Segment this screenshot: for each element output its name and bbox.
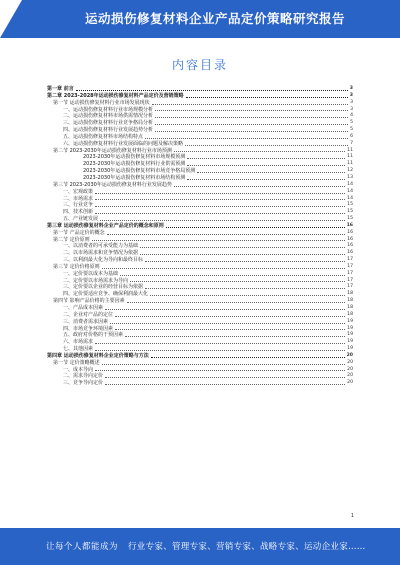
- toc-entry-page: 5: [350, 127, 353, 133]
- toc-entry-page: 18: [347, 311, 353, 317]
- toc-entry-page: 19: [347, 339, 353, 345]
- report-title: 运动损伤修复材料企业产品定价策略研究报告: [84, 11, 345, 26]
- toc-entry-page: 18: [347, 305, 353, 310]
- toc-entry-page: 5: [350, 120, 353, 126]
- table-of-contents: [47, 86, 353, 387]
- toc-entry-page: 19: [347, 318, 353, 324]
- toc-entry-title: 五、运动损伤修复材料市场结构特点: [63, 133, 144, 140]
- toc-entry[interactable]: [47, 230, 353, 237]
- toc-leader-dots: [145, 288, 345, 289]
- toc-leader-dots: [105, 384, 345, 385]
- toc-entry-title: 三、定价要以企业的经营目标为依据: [63, 284, 144, 291]
- toc-entry[interactable]: [47, 257, 353, 264]
- toc-entry-page: 12: [347, 168, 353, 174]
- toc-entry-page: 17: [347, 257, 353, 263]
- toc-leader-dots: [187, 165, 345, 166]
- toc-entry[interactable]: [47, 305, 353, 312]
- toc-leader-dots: [155, 110, 348, 111]
- toc-leader-dots: [110, 323, 345, 324]
- toc-entry-title: 二、以市场需求和竞争情况为依据: [63, 250, 139, 257]
- toc-entry[interactable]: [47, 100, 353, 107]
- toc-entry-page: 17: [347, 263, 353, 269]
- toc-entry-page: 15: [347, 202, 353, 208]
- toc-entry-page: 11: [347, 154, 353, 160]
- toc-entry-title: 三、竞争导向定价: [63, 380, 104, 387]
- toc-entry-title: 2023-2030年运动损伤修复材料市场竞争格局预测: [83, 168, 196, 175]
- toc-leader-dots: [95, 213, 345, 214]
- toc-leader-dots: [95, 350, 345, 351]
- toc-leader-dots: [166, 227, 345, 228]
- toc-entry-page: 3: [349, 92, 353, 98]
- toc-entry-title: 四、运动损伤修复材料行业发展趋势分析: [63, 127, 154, 134]
- toc-entry-page: 20: [347, 359, 353, 365]
- footer-slogan: 行业专家、管理专家、营销专家、战略专家、运动企业家……: [128, 542, 366, 552]
- toc-leader-dots: [145, 138, 348, 139]
- toc-entry-title: 第四节 影响产品价格的主要因素: [53, 298, 125, 305]
- toc-entry-page: 20: [347, 373, 353, 379]
- toc-entry-page: 20: [347, 366, 353, 372]
- footer-banner: [0, 528, 400, 565]
- toc-entry-title: 五、政府对价格的干预因素: [63, 332, 124, 339]
- toc-entry[interactable]: [47, 189, 353, 196]
- toc-leader-dots: [174, 186, 345, 187]
- toc-entry-title: 第一章 前言: [47, 86, 74, 92]
- toc-entry[interactable]: [47, 319, 353, 326]
- toc-leader-dots: [115, 329, 345, 330]
- toc-entry-page: 3: [350, 106, 353, 112]
- toc-entry[interactable]: [47, 353, 353, 360]
- toc-leader-dots: [115, 316, 345, 317]
- toc-entry-title: 第一节 运动损伤修复材料行业市场发展现状: [53, 99, 150, 106]
- toc-leader-dots: [95, 206, 345, 207]
- toc-entry-page: 18: [347, 291, 353, 297]
- toc-entry-title: 五、产业链发展: [63, 216, 99, 223]
- toc-entry-page: 16: [347, 250, 353, 256]
- toc-leader-dots: [187, 158, 345, 159]
- toc-entry-title: 第二章 2023-2028年运动损伤修复材料产品定价及营销策略: [47, 92, 184, 99]
- toc-entry[interactable]: [47, 175, 353, 182]
- toc-leader-dots: [150, 295, 345, 296]
- toc-entry-title: 一、产品成本因素: [63, 305, 104, 311]
- toc-entry-page: 14: [347, 181, 353, 187]
- toc-leader-dots: [127, 302, 346, 303]
- toc-entry[interactable]: [47, 86, 353, 93]
- toc-entry-title: 第四章 运动损伤修复材料企业定价策略与方法: [47, 352, 149, 359]
- toc-entry-title: 第一节 定价策略概述: [53, 359, 100, 366]
- toc-entry-title: 三、行业竞争: [63, 202, 94, 209]
- toc-entry[interactable]: [47, 182, 353, 189]
- toc-entry-page: 19: [347, 332, 353, 338]
- toc-entry-page: 11: [347, 161, 353, 167]
- toc-leader-dots: [155, 131, 348, 132]
- toc-entry-title: 2023-2030年运动损伤修复材料市场结构预测: [83, 174, 186, 181]
- toc-entry-title: 第一节 产品定价的概念: [53, 229, 105, 236]
- toc-entry[interactable]: [47, 346, 353, 353]
- toc-leader-dots: [102, 268, 346, 269]
- toc-entry-page: 16: [347, 243, 353, 249]
- toc-entry-title: 二、定价要以市场需求为导向: [63, 277, 129, 284]
- toc-entry-title: 二、需求导向定价: [63, 373, 104, 380]
- toc-entry-title: 第二节 2023-2030年运动损伤修复材料行业市场预测: [53, 147, 172, 154]
- toc-entry-page: 3: [350, 99, 353, 105]
- toc-entry[interactable]: [47, 216, 353, 223]
- toc-entry[interactable]: [47, 127, 353, 134]
- toc-leader-dots: [95, 370, 345, 371]
- toc-entry[interactable]: [47, 93, 353, 100]
- toc-leader-dots: [155, 117, 348, 118]
- toc-entry[interactable]: [47, 312, 353, 319]
- toc-entry-title: 2023-2030年运动损伤修复材料行业供需预测: [83, 161, 186, 168]
- toc-entry-title: 一、以消费者的可承受能力为基础: [63, 243, 139, 250]
- toc-leader-dots: [107, 234, 346, 235]
- toc-heading: 内容目录: [171, 58, 228, 72]
- toc-leader-dots: [130, 281, 345, 282]
- toc-entry-page: 15: [347, 209, 353, 215]
- toc-entry-title: 一、定价要以成本为基础: [63, 270, 119, 277]
- toc-entry-page: 16: [347, 229, 353, 235]
- toc-leader-dots: [125, 336, 345, 337]
- toc-entry[interactable]: [47, 360, 353, 367]
- toc-entry-page: 19: [347, 325, 353, 331]
- toc-entry-title: 四、定价要适应竞争、确保利润最大化: [63, 291, 149, 298]
- toc-entry-title: 一、宏观政策: [63, 188, 94, 195]
- footer-cta: 让每个人都能成为: [46, 542, 119, 552]
- toc-leader-dots: [187, 179, 345, 180]
- toc-leader-dots: [174, 151, 345, 152]
- toc-entry-page: 17: [347, 284, 353, 290]
- toc-leader-dots: [197, 172, 345, 173]
- toc-entry-title: 二、运动损伤修复材料市场供需情况分析: [63, 113, 154, 120]
- toc-entry-title: 第三节 定价价格原则: [53, 263, 100, 270]
- header-notch: [0, 0, 22, 38]
- toc-entry-title: 四、市场竞争环境因素: [63, 325, 114, 332]
- toc-leader-dots: [100, 220, 345, 221]
- toc-leader-dots: [140, 247, 345, 248]
- toc-entry-page: 14: [347, 195, 353, 201]
- toc-leader-dots: [105, 309, 345, 310]
- toc-entry-page: 18: [347, 298, 353, 304]
- toc-entry-page: 16: [347, 236, 353, 242]
- toc-leader-dots: [140, 254, 345, 255]
- toc-entry-title: 三、消费者需求因素: [63, 318, 109, 325]
- header-banner: [0, 0, 400, 38]
- toc-entry[interactable]: [47, 223, 353, 230]
- toc-entry-title: 第二节 定价原则: [53, 236, 90, 243]
- toc-entry[interactable]: [47, 380, 353, 387]
- toc-leader-dots: [155, 124, 348, 125]
- toc-entry-page: 20: [346, 352, 353, 358]
- toc-entry-page: 16: [346, 222, 353, 228]
- toc-entry-page: 17: [347, 270, 353, 276]
- toc-entry-title: 七、其他因素: [63, 346, 94, 353]
- toc-entry-title: 三、运动损伤修复材料行业竞争格局分析: [63, 120, 154, 127]
- toc-entry-title: 二、企业对产品的定位: [63, 311, 114, 318]
- toc-entry-title: 一、运动损伤修复材料行业市场规模分析: [63, 106, 154, 113]
- toc-leader-dots: [152, 104, 348, 105]
- toc-entry-page: 3: [349, 86, 353, 91]
- toc-entry-page: 14: [347, 188, 353, 194]
- toc-entry-title: 第三节 2023-2030年运动损伤修复材料行业发展趋势: [53, 181, 172, 188]
- toc-entry-page: 19: [347, 346, 353, 352]
- toc-entry-page: 11: [347, 147, 353, 153]
- toc-leader-dots: [120, 275, 345, 276]
- toc-leader-dots: [92, 240, 346, 241]
- toc-entry-title: 三、以利润最大化为导向和最终目标: [63, 257, 144, 264]
- toc-entry-page: 7: [350, 140, 353, 146]
- toc-entry-title: 第三章 运动损伤修复材料企业产品定价的概念和原则: [47, 222, 164, 229]
- toc-leader-dots: [151, 357, 345, 358]
- toc-entry-page: 4: [350, 113, 353, 119]
- toc-leader-dots: [95, 193, 345, 194]
- toc-entry-title: 二、市场需求: [63, 195, 94, 202]
- toc-entry[interactable]: [47, 134, 353, 141]
- toc-entry[interactable]: [47, 141, 353, 148]
- toc-entry-title: 四、技术创新: [63, 209, 94, 216]
- toc-entry[interactable]: [47, 298, 353, 305]
- toc-leader-dots: [102, 364, 346, 365]
- toc-leader-dots: [95, 343, 345, 344]
- toc-entry-page: 17: [347, 277, 353, 283]
- toc-leader-dots: [105, 377, 345, 378]
- toc-entry-page: 20: [347, 380, 353, 386]
- toc-entry-title: 六、运动损伤修复材料行业发展面临的问题及解决策略: [63, 140, 184, 147]
- toc-entry[interactable]: [47, 264, 353, 271]
- toc-entry[interactable]: [47, 209, 353, 216]
- toc-entry-title: 六、市场需求: [63, 339, 94, 346]
- toc-leader-dots: [95, 199, 345, 200]
- toc-entry[interactable]: [47, 168, 353, 175]
- page-number: 1: [350, 513, 354, 519]
- toc-leader-dots: [145, 261, 345, 262]
- toc-entry-page: 15: [347, 216, 353, 222]
- toc-leader-dots: [186, 97, 348, 98]
- toc-entry-page: 13: [347, 174, 353, 180]
- toc-leader-dots: [185, 145, 348, 146]
- toc-leader-dots: [76, 90, 348, 91]
- toc-entry-title: 2023-2030年运动损伤修复材料市场规模预测: [83, 154, 186, 161]
- toc-entry[interactable]: [47, 271, 353, 278]
- toc-entry-title: 一、成本导向: [63, 366, 94, 373]
- toc-entry-page: 6: [350, 133, 353, 139]
